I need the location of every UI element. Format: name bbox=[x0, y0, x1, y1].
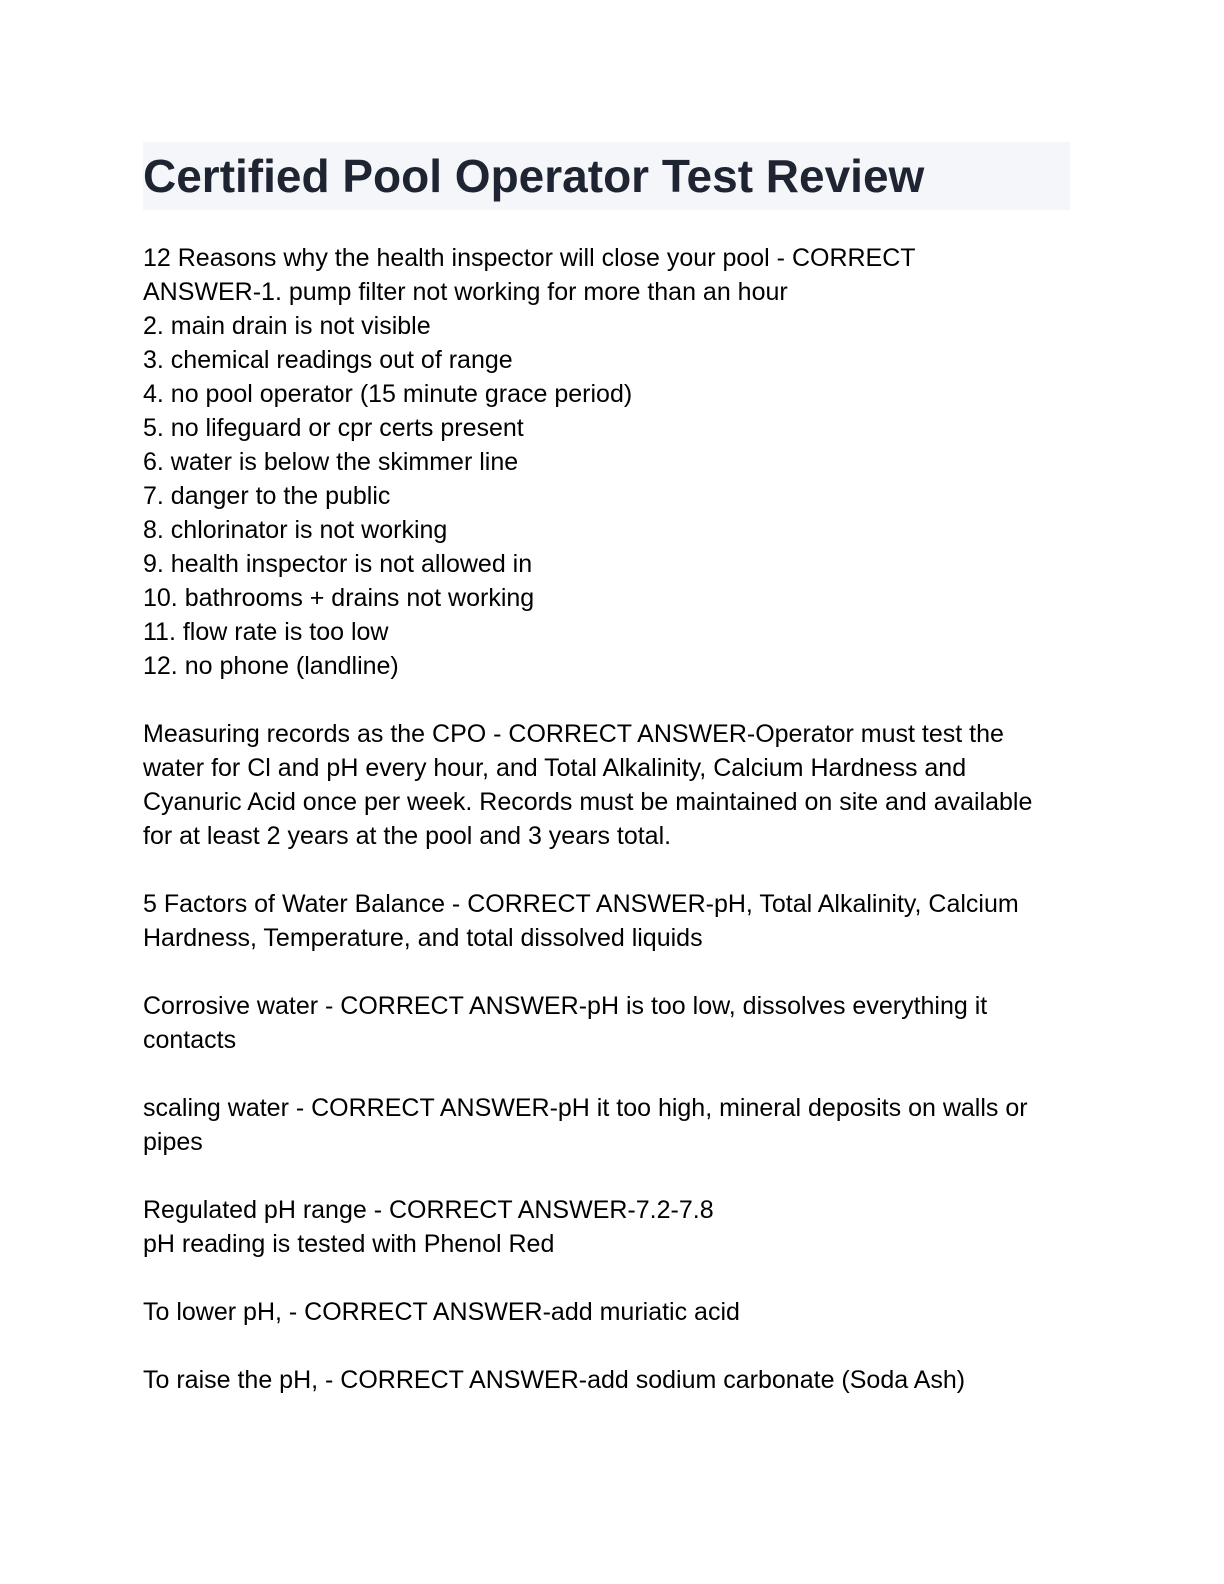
qa-entry bbox=[143, 989, 1070, 1057]
qa-entry bbox=[143, 1295, 1070, 1329]
text-line: Hardness, Temperature, and total dissolved liquids bbox=[143, 924, 703, 952]
text-line: 5. no lifeguard or cpr certs present bbox=[143, 414, 524, 442]
text-line: 2. main drain is not visible bbox=[143, 312, 431, 340]
text-line: To lower pH, - CORRECT ANSWER-add muriatic acid bbox=[143, 1298, 740, 1326]
text-line: Measuring records as the CPO - CORRECT ANSWER-Operator must test the bbox=[143, 720, 1004, 748]
text-line: 7. danger to the public bbox=[143, 482, 391, 510]
text-line: Regulated pH range - CORRECT ANSWER-7.2-7.8 bbox=[143, 1196, 714, 1224]
page-title: Certified Pool Operator Test Review bbox=[143, 150, 925, 202]
text-line: scaling water - CORRECT ANSWER-pH it too high, mineral deposits on walls or bbox=[143, 1094, 1028, 1122]
qa-entry bbox=[143, 1363, 1070, 1397]
text-line: 8. chlorinator is not working bbox=[143, 516, 448, 544]
text-line: Cyanuric Acid once per week. Records must be maintained on site and available bbox=[143, 788, 1033, 816]
text-line: 12 Reasons why the health inspector will close your pool - CORRECT bbox=[143, 244, 916, 272]
text-line: 11. flow rate is too low bbox=[143, 618, 389, 646]
document-page bbox=[143, 142, 1070, 1431]
qa-entry bbox=[143, 241, 1070, 683]
document-body bbox=[143, 241, 1070, 1397]
text-line: 12. no phone (landline) bbox=[143, 652, 399, 680]
text-line: 6. water is below the skimmer line bbox=[143, 448, 519, 476]
qa-entry bbox=[143, 717, 1070, 853]
qa-entry bbox=[143, 1193, 1070, 1261]
text-line: 3. chemical readings out of range bbox=[143, 346, 513, 374]
text-line: 10. bathrooms + drains not working bbox=[143, 584, 535, 612]
text-line: Corrosive water - CORRECT ANSWER-pH is too low, dissolves everything it bbox=[143, 992, 988, 1020]
text-line: for at least 2 years at the pool and 3 years total. bbox=[143, 822, 672, 850]
qa-entry bbox=[143, 887, 1070, 955]
text-line: pH reading is tested with Phenol Red bbox=[143, 1230, 555, 1258]
qa-entry bbox=[143, 1091, 1070, 1159]
text-line: To raise the pH, - CORRECT ANSWER-add sodium carbonate (Soda Ash) bbox=[143, 1366, 966, 1394]
text-line: 4. no pool operator (15 minute grace period) bbox=[143, 380, 633, 408]
title-band bbox=[143, 142, 1070, 210]
text-line: 9. health inspector is not allowed in bbox=[143, 550, 533, 578]
text-line: ANSWER-1. pump filter not working for more than an hour bbox=[143, 278, 788, 306]
text-line: 5 Factors of Water Balance - CORRECT ANSWER-pH, Total Alkalinity, Calcium bbox=[143, 890, 1019, 918]
text-line: water for Cl and pH every hour, and Total Alkalinity, Calcium Hardness and bbox=[143, 754, 967, 782]
text-line: contacts bbox=[143, 1026, 237, 1054]
text-line: pipes bbox=[143, 1128, 203, 1156]
